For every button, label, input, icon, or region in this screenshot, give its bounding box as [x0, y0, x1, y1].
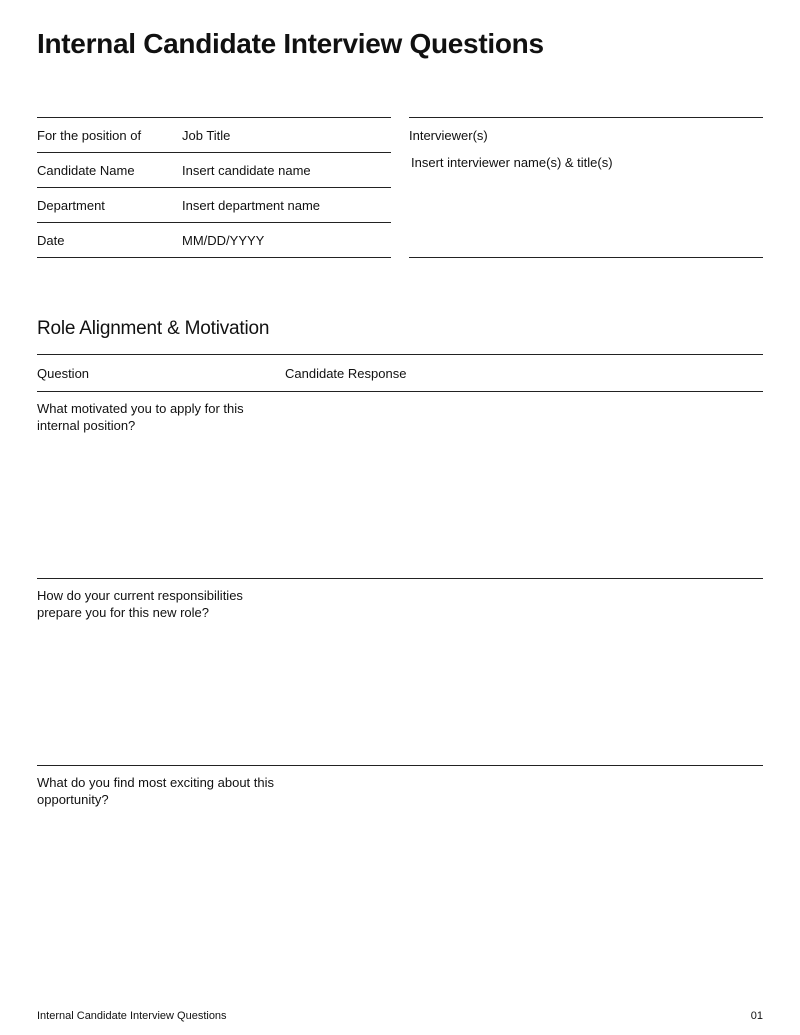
info-row-department [37, 188, 391, 223]
date-field[interactable]: MM/DD/YYYY [182, 232, 265, 248]
footer-document-name: Internal Candidate Interview Questions [37, 1010, 227, 1022]
department-field[interactable]: Insert department name [182, 197, 321, 213]
department-label: Department [37, 197, 105, 213]
interviewers-label: Interviewer(s) [409, 128, 488, 143]
page-title: Internal Candidate Interview Questions [37, 28, 544, 59]
section-title: Role Alignment & Motivation [37, 318, 270, 339]
page-number: 01 [750, 1010, 763, 1022]
date-label: Date [37, 232, 65, 248]
question-text: What do you find most exciting about this opportunity? [37, 775, 275, 807]
table-row [37, 392, 763, 579]
info-row-candidate-name [37, 153, 391, 188]
position-field[interactable]: Job Title [182, 127, 231, 143]
table-header [37, 355, 763, 392]
position-label: For the position of [37, 127, 142, 143]
response-field[interactable] [285, 587, 763, 757]
table-row [37, 766, 763, 952]
table-row [37, 579, 763, 766]
question-column-header: Question [37, 365, 90, 381]
info-row-date [37, 223, 391, 258]
questions-table [37, 354, 763, 952]
candidate-name-field[interactable]: Insert candidate name [182, 162, 311, 178]
candidate-info-table [37, 117, 391, 258]
interviewers-field[interactable]: Insert interviewer name(s) & title(s) [411, 155, 613, 170]
response-field[interactable] [285, 774, 763, 944]
question-text: What motivated you to apply for this internal position? [37, 401, 244, 433]
question-text: How do your current responsibilities prepare you for this new role? [37, 588, 243, 620]
response-field[interactable] [285, 400, 763, 570]
interviewers-box [409, 117, 763, 258]
info-row-position [37, 118, 391, 153]
candidate-name-label: Candidate Name [37, 162, 135, 178]
response-column-header: Candidate Response [285, 365, 407, 381]
